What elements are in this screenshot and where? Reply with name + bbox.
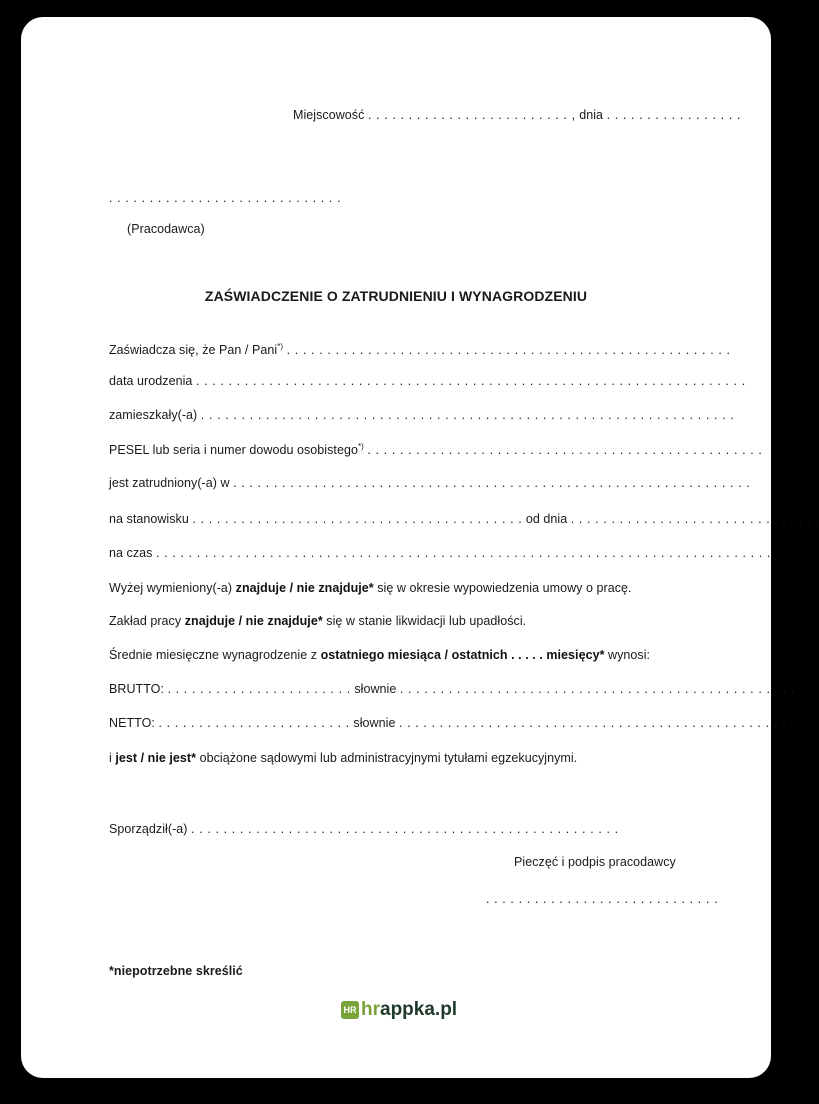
field-dots: . . . . . . . . . . . . . . . . . . . . . . . . [158, 716, 350, 730]
statement-text: Średnie miesięczne wynagrodzenie z [109, 648, 318, 662]
logo-rest-text: appka.pl [380, 999, 458, 1020]
field-dots: . . . . . . . . . . . . . . . . . . . . . . . . . . . . . . . . . . . . . . . . . . . . . . . . . [399, 682, 795, 696]
salary-brutto [109, 682, 795, 696]
field-dots: . . . . . . . . . . . . . . . . . . . . . . . . . . . . . . . [570, 512, 819, 526]
field-pan-pani [109, 342, 731, 357]
miejscowosc-dots: . . . . . . . . . . . . . . . . . . . . . . . . . , [367, 108, 576, 122]
statement-text: wynosi: [608, 648, 651, 662]
employer-dots: . . . . . . . . . . . . . . . . . . . . . . . . . . . . . [109, 191, 342, 205]
statement-text: i [109, 751, 112, 765]
footnote-mark: *) [357, 442, 364, 451]
field-dots: . . . . . . . . . . . . . . . . . . . . . . . . . . . . . . . . . . . . . . . . . . . . . . . . . . . . . . . . . . . . . . . . . . [200, 408, 735, 422]
field-label: na stanowisku [109, 512, 189, 526]
statement-bold: jest / nie jest* [115, 751, 197, 765]
statement-bold: znajduje / nie znajduje* [184, 614, 323, 628]
field-label: PESEL lub seria i numer dowodu osobistego [109, 443, 358, 457]
place-date-line [293, 108, 741, 122]
slownie-label: słownie [353, 716, 396, 730]
hrappka-logo [341, 999, 457, 1021]
field-na-czas [109, 546, 771, 560]
field-label: jest zatrudniony(-a) w [109, 476, 230, 490]
field-dots: . . . . . . . . . . . . . . . . . . . . . . . . . . . . . . . . . . . . . . . . . . . . . . . . . . . . . . . . . . . . . . . . . . . . . . . . . . . . [155, 546, 771, 560]
footnote-mark: *) [277, 342, 284, 351]
statement-text: się w stanie likwidacji lub upadłości. [326, 614, 527, 628]
statement-egzekucja [109, 751, 577, 765]
field-label: zamieszkały(-a) [109, 408, 198, 422]
statement-bold: znajduje / nie znajduje* [235, 581, 374, 595]
logo-hr-text: hr [361, 999, 380, 1020]
field-stanowisko [109, 512, 819, 526]
netto-label: NETTO: [109, 716, 155, 730]
field-label: Zaświadcza się, że Pan / Pani [109, 343, 278, 357]
field-dots: . . . . . . . . . . . . . . . . . . . . . . . . . . . . . . . . . . . . . . . . . . . . . . . . . . . . . [191, 822, 619, 836]
field-label: na czas [109, 546, 153, 560]
dnia-label: dnia [579, 108, 604, 122]
field-zatrudniony [109, 476, 750, 490]
brutto-label: BRUTTO: [109, 682, 164, 696]
field-dots: . . . . . . . . . . . . . . . . . . . . . . . . . . . . . . . . . . . . . . . . . . . . . . . . . . . . . . . . . . . . . . . . . . . . [195, 374, 746, 388]
statement-likwidacja [109, 614, 526, 628]
field-pesel [109, 442, 762, 457]
field-dots: . . . . . . . . . . . . . . . . . . . . . . . . . . . . . . . . . . . . . . . . . [192, 512, 523, 526]
hr-logo-icon: HR [341, 1001, 359, 1019]
field-dots: . . . . . . . . . . . . . . . . . . . . . . . . . . . . . . . . . . . . . . . . . . . . . . . . . . . . . . . [286, 343, 731, 357]
statement-text: się w okresie wypowiedzenia umowy o pracę. [377, 581, 632, 595]
od-dnia-label: od dnia [525, 512, 568, 526]
sporzadzil-label: Sporządził(-a) [109, 822, 188, 836]
statement-wynagrodzenie [109, 648, 650, 662]
employer-label: (Pracodawca) [127, 222, 205, 236]
pieczec-label: Pieczęć i podpis pracodawcy [514, 855, 676, 869]
miejscowosc-label: Miejscowość [293, 108, 365, 122]
statement-bold: ostatniego miesiąca / ostatnich . . . . . miesięcy* [320, 648, 605, 662]
document-page [21, 17, 819, 1078]
statement-text: Zakład pracy [109, 614, 182, 628]
salary-netto [109, 716, 802, 730]
document-title: ZAŚWIADCZENIE O ZATRUDNIENIU I WYNAGRODZENIU [204, 288, 588, 304]
statement-text: obciążone sądowymi lub administracyjnymi tytułami egzekucyjnymi. [199, 751, 578, 765]
pieczec-dots: . . . . . . . . . . . . . . . . . . . . . . . . . . . . . [486, 892, 719, 906]
field-dots: . . . . . . . . . . . . . . . . . . . . . . . . . . . . . . . . . . . . . . . . . . . . . . . . . [367, 443, 763, 457]
statement-text: Wyżej wymieniony(-a) [109, 581, 233, 595]
footnote: *niepotrzebne skreślić [109, 964, 243, 978]
sporzadzil-line [109, 822, 619, 836]
field-dots: . . . . . . . . . . . . . . . . . . . . . . . . . . . . . . . . . . . . . . . . . . . . . . . . . . . . . . . . . . . . . . . . [233, 476, 751, 490]
field-dots: . . . . . . . . . . . . . . . . . . . . . . . . . . . . . . . . . . . . . . . . . . . . . . . . . . [398, 716, 803, 730]
field-dots: . . . . . . . . . . . . . . . . . . . . . . . [167, 682, 351, 696]
dnia-dots: . . . . . . . . . . . . . . . . . [606, 108, 741, 122]
field-zamieszkaly [109, 408, 734, 422]
slownie-label: słownie [354, 682, 397, 696]
field-data-urodzenia [109, 374, 746, 388]
field-label: data urodzenia [109, 374, 193, 388]
statement-wypowiedzenie [109, 581, 632, 595]
